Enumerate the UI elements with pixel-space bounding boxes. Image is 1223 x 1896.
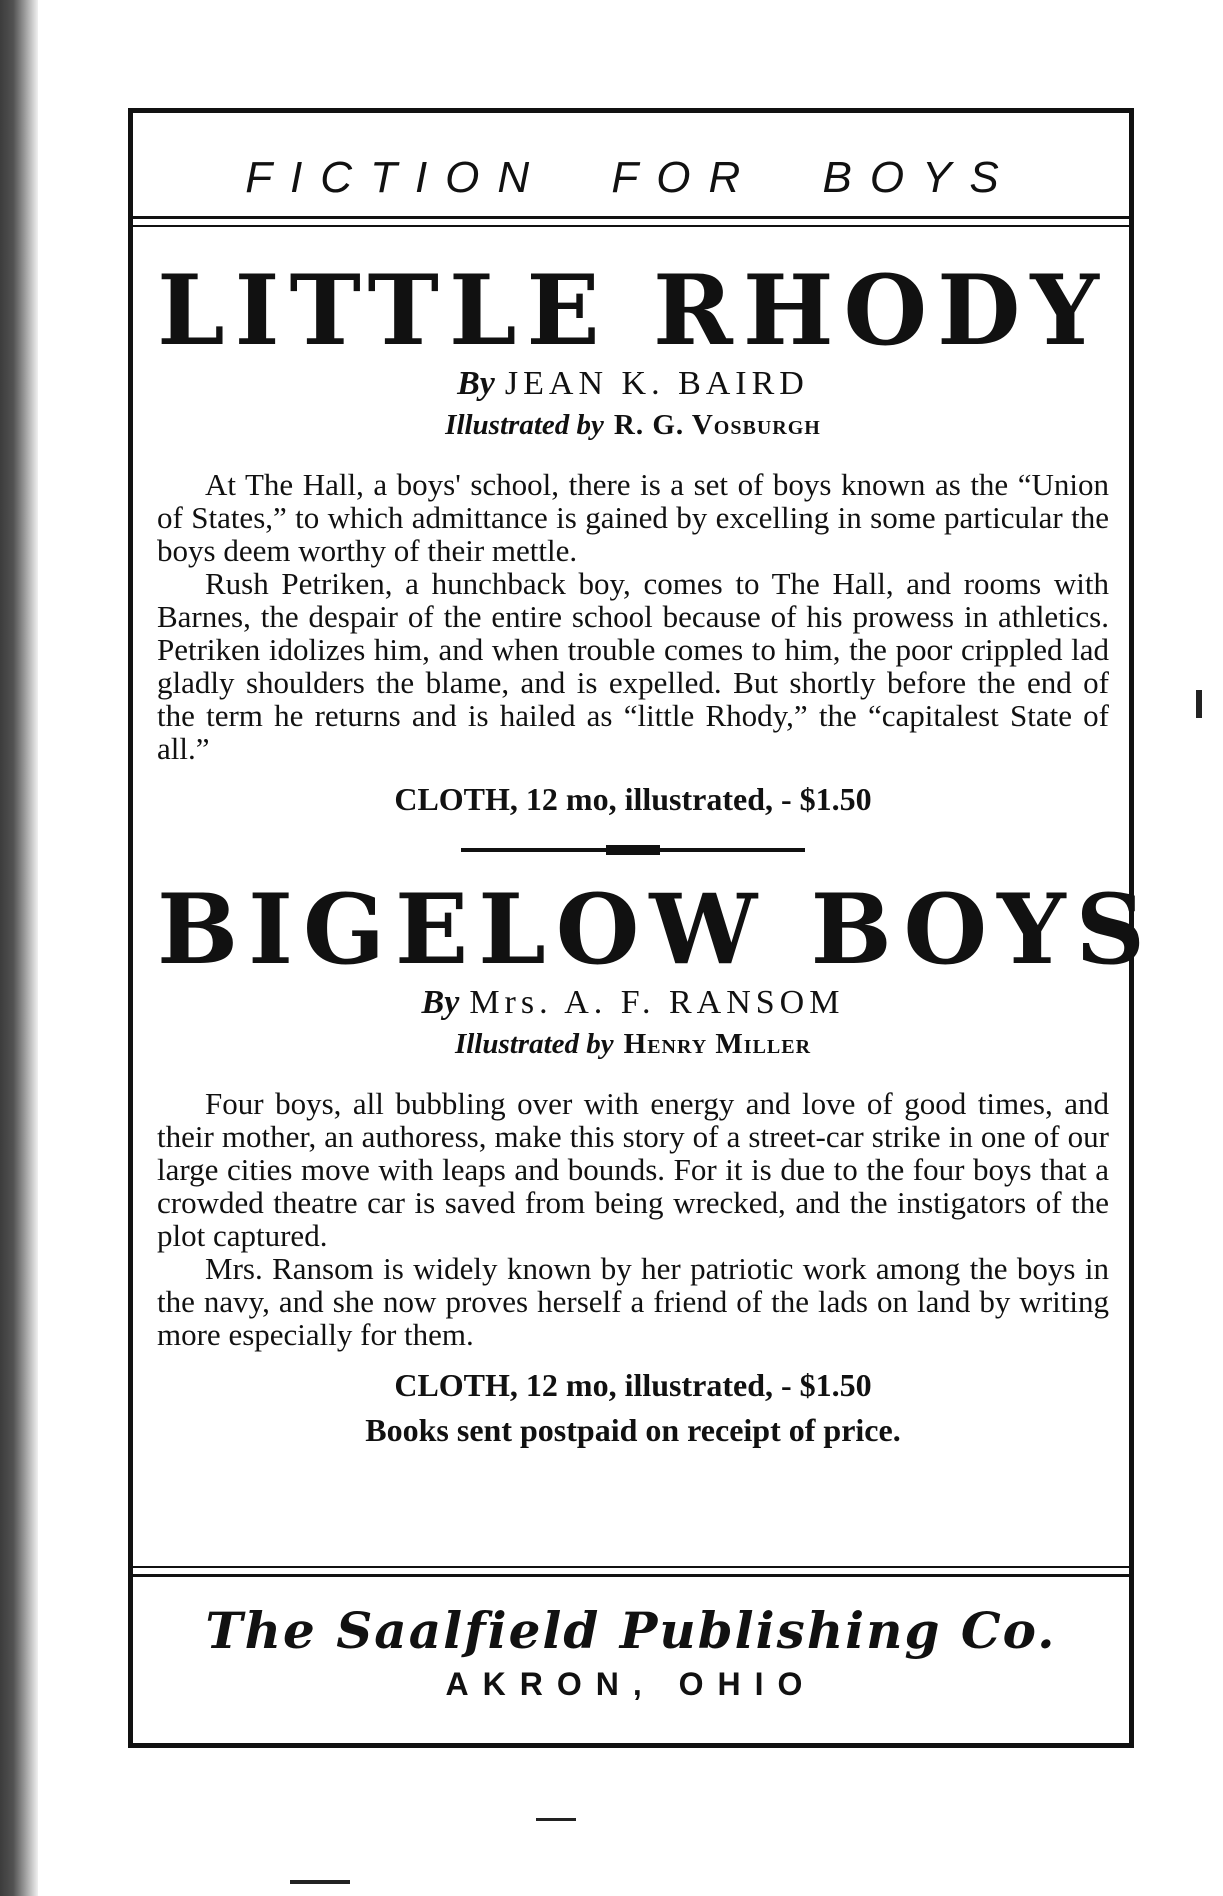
author-line <box>157 984 1109 1022</box>
publisher-footer <box>133 1574 1129 1743</box>
illustrator-name: Henry Miller <box>623 1028 812 1060</box>
stray-ink-mark <box>536 1818 576 1821</box>
illustrator-line <box>157 1028 1109 1061</box>
author-line <box>157 365 1109 403</box>
divider-rule <box>461 848 805 852</box>
book-listing-little-rhody <box>133 254 1129 852</box>
by-label: By <box>457 365 495 402</box>
price-line: CLOTH, 12 mo, illustrated, - $1.50 <box>394 1367 872 1403</box>
description-paragraph: Mrs. Ransom is widely known by her patriotic work among the boys in the navy, and she now proves herself a friend of the lads on land by writing more especially for them. <box>157 1251 1109 1352</box>
author-name: JEAN K. BAIRD <box>504 365 809 402</box>
illustrator-name: R. G. Vosburgh <box>613 409 821 441</box>
illustrator-line <box>157 409 1109 442</box>
advertisement-frame <box>128 108 1155 1748</box>
by-label: By <box>421 984 460 1021</box>
book-description <box>157 468 1109 765</box>
description-paragraph: Four boys, all bubbling over with energy and love of good times, and their mother, an authoress, make this story of a street-car strike in one of our large cities move with leaps and bounds. For it is due to the four boys that a crowded theatre car is saved from being wrecked, and the instigators of the plot captured. <box>157 1086 1109 1253</box>
publisher-name: The Saalfield Publishing Co. <box>205 1601 1057 1660</box>
stray-ink-mark <box>1196 690 1202 718</box>
book-spine-shadow <box>0 0 38 1896</box>
publisher-location: AKRON, OHIO <box>445 1666 817 1702</box>
book-title: LITTLE RHODY <box>157 254 1109 367</box>
book-description <box>157 1087 1109 1351</box>
stray-ink-mark <box>290 1880 350 1884</box>
book-listing-bigelow-boys <box>133 873 1155 1449</box>
illustrated-by-label: Illustrated by <box>454 1028 614 1060</box>
illustrated-by-label: Illustrated by <box>445 409 604 441</box>
book-title: BIGELOW BOYS <box>157 873 1155 986</box>
postpaid-note: Books sent postpaid on receipt of price. <box>365 1412 901 1448</box>
description-paragraph: Rush Petriken, a hunchback boy, comes to The Hall, and rooms with Barnes, the despair of the entire school because of his prowess in athletics. Petriken idolizes him, and when trouble comes to him, the poor crippled lad gladly shoulders the blame, and is expelled. But shortly before the end of the term he returns and is hailed as “little Rhody,” the “capitalest State of all.” <box>157 566 1109 766</box>
author-name: Mrs. A. F. RANSOM <box>469 984 845 1021</box>
section-title: FICTION FOR BOYS <box>245 153 1017 202</box>
description-paragraph: At The Hall, a boys' school, there is a set of boys known as the “Union of States,” to which admittance is gained by excelling in some particular the boys deem worthy of their mettle. <box>157 467 1109 568</box>
price-line: CLOTH, 12 mo, illustrated, - $1.50 <box>394 781 872 817</box>
section-header <box>133 113 1129 219</box>
